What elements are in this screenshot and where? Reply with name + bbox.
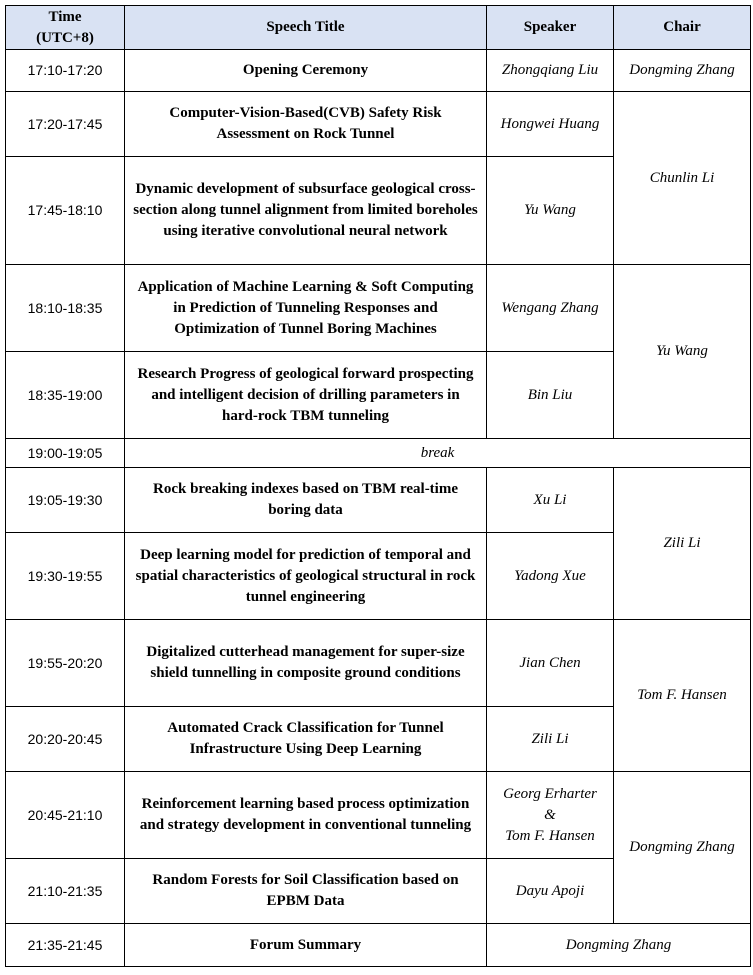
speech-title-cell: Application of Machine Learning & Soft Computing in Prediction of Tunneling Responses and Optimization of Tunnel Boring Machines xyxy=(125,265,487,352)
table-row xyxy=(6,620,751,707)
table-row xyxy=(6,92,751,157)
speech-title-cell: Computer-Vision-Based(CVB) Safety Risk Assessment on Rock Tunnel xyxy=(125,92,487,157)
speaker-cell: Zhongqiang Liu xyxy=(487,50,614,92)
chair-cell: Yu Wang xyxy=(614,265,751,439)
speaker-cell: Wengang Zhang xyxy=(487,265,614,352)
header-time xyxy=(6,6,125,50)
speaker-separator: & xyxy=(544,806,556,823)
speaker-cell: Bin Liu xyxy=(487,352,614,439)
time-cell: 19:00-19:05 xyxy=(6,439,125,468)
chair-cell: Dongming Zhang xyxy=(614,50,751,92)
speech-title-cell: Random Forests for Soil Classification based on EPBM Data xyxy=(125,859,487,924)
header-row xyxy=(6,6,751,50)
break-row xyxy=(6,439,751,468)
speech-title-cell: Digitalized cutterhead management for super-size shield tunnelling in composite ground conditions xyxy=(125,620,487,707)
speech-title-cell: Forum Summary xyxy=(125,924,487,967)
speaker-cell: Zili Li xyxy=(487,707,614,772)
chair-cell: Tom F. Hansen xyxy=(614,620,751,772)
schedule-table xyxy=(5,5,751,967)
speaker-name: Tom F. Hansen xyxy=(505,827,595,844)
chair-cell: Chunlin Li xyxy=(614,92,751,265)
time-cell: 19:30-19:55 xyxy=(6,533,125,620)
speech-title-cell: Research Progress of geological forward prospecting and intelligent decision of drilling parameters in hard-rock TBM tunneling xyxy=(125,352,487,439)
time-cell: 17:10-17:20 xyxy=(6,50,125,92)
speaker-cell: Yadong Xue xyxy=(487,533,614,620)
speaker-cell: Yu Wang xyxy=(487,157,614,265)
break-cell: break xyxy=(125,439,751,468)
speaker-name: Georg Erharter xyxy=(503,785,597,802)
time-cell: 17:45-18:10 xyxy=(6,157,125,265)
chair-cell: Dongming Zhang xyxy=(614,772,751,924)
time-cell: 18:10-18:35 xyxy=(6,265,125,352)
speaker-cell: Xu Li xyxy=(487,468,614,533)
chair-cell: Zili Li xyxy=(614,468,751,620)
speech-title-cell: Opening Ceremony xyxy=(125,50,487,92)
table-row xyxy=(6,772,751,859)
table-row xyxy=(6,924,751,967)
time-cell: 21:35-21:45 xyxy=(6,924,125,967)
header-speech-title: Speech Title xyxy=(125,6,487,50)
speech-title-cell: Deep learning model for prediction of temporal and spatial characteristics of geological structural in rock tunnel engineering xyxy=(125,533,487,620)
time-cell: 18:35-19:00 xyxy=(6,352,125,439)
speech-title-cell: Dynamic development of subsurface geological cross-section along tunnel alignment from limited boreholes using iterative convolutional neural network xyxy=(125,157,487,265)
header-chair: Chair xyxy=(614,6,751,50)
speaker-cell: Jian Chen xyxy=(487,620,614,707)
speech-title-cell: Rock breaking indexes based on TBM real-time boring data xyxy=(125,468,487,533)
speaker-cell xyxy=(487,772,614,859)
header-time-zone: (UTC+8) xyxy=(36,29,94,46)
time-cell: 20:45-21:10 xyxy=(6,772,125,859)
speaker-cell: Dayu Apoji xyxy=(487,859,614,924)
table-row xyxy=(6,50,751,92)
speaker-cell: Hongwei Huang xyxy=(487,92,614,157)
time-cell: 19:55-20:20 xyxy=(6,620,125,707)
time-cell: 19:05-19:30 xyxy=(6,468,125,533)
header-time-label: Time xyxy=(48,8,82,25)
speech-title-cell: Automated Crack Classification for Tunnel Infrastructure Using Deep Learning xyxy=(125,707,487,772)
time-cell: 21:10-21:35 xyxy=(6,859,125,924)
table-row xyxy=(6,265,751,352)
speaker-chair-cell: Dongming Zhang xyxy=(487,924,751,967)
header-speaker: Speaker xyxy=(487,6,614,50)
time-cell: 17:20-17:45 xyxy=(6,92,125,157)
time-cell: 20:20-20:45 xyxy=(6,707,125,772)
table-row xyxy=(6,468,751,533)
speech-title-cell: Reinforcement learning based process optimization and strategy development in conventional tunneling xyxy=(125,772,487,859)
